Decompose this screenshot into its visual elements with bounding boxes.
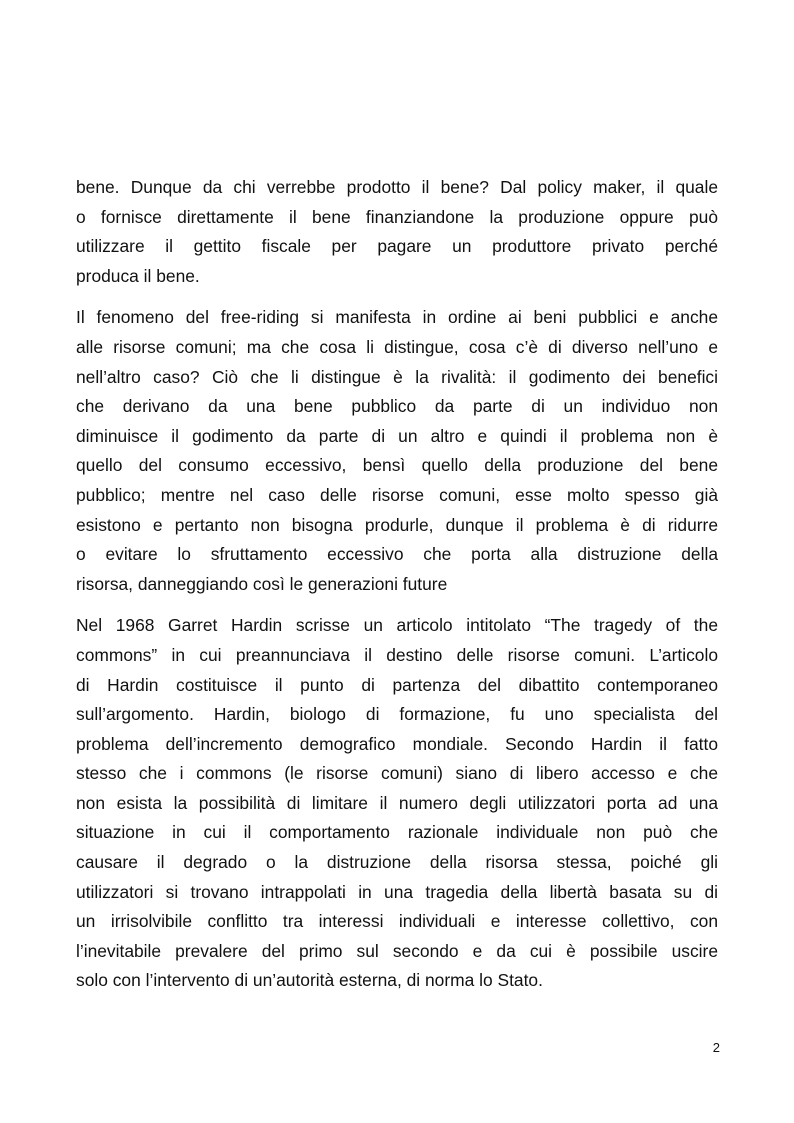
text-line: esistono e pertanto non bisogna produrle, dunque il problema è di ridurre <box>76 514 718 535</box>
text-line: diminuisce il godimento da parte di un altro e quindi il problema non è <box>76 425 718 446</box>
text-line: che derivano da una bene pubblico da parte di un individuo non <box>76 396 718 417</box>
text-line: commons” in cui preannunciava il destino delle risorse comuni. L’articolo <box>76 644 718 665</box>
text-line: problema dell’incremento demografico mondiale. Secondo Hardin il fatto <box>76 733 718 754</box>
text-line: di Hardin costituisce il punto di partenza del dibattito contemporaneo <box>76 674 718 695</box>
body-text <box>76 173 718 996</box>
text-line: quello del consumo eccessivo, bensì quello della produzione del bene <box>76 455 718 476</box>
text-line: utilizzatori si trovano intrappolati in una tragedia della libertà basata su di <box>76 881 718 902</box>
page-number: 2 <box>712 1040 720 1055</box>
text-line: solo con l’intervento di un’autorità esterna, di norma lo Stato. <box>76 970 543 991</box>
text-line: risorsa, danneggiando così le generazioni future <box>76 573 448 594</box>
paragraph <box>76 173 718 291</box>
text-line: sull’argomento. Hardin, biologo di formazione, fu uno specialista del <box>76 704 718 725</box>
text-line: stesso che i commons (le risorse comuni) siano di libero accesso e che <box>76 763 718 784</box>
text-line: nell’altro caso? Ciò che li distingue è la rivalità: il godimento dei benefici <box>76 366 718 387</box>
text-line: o evitare lo sfruttamento eccessivo che porta alla distruzione della <box>76 544 718 565</box>
text-line: non esista la possibilità di limitare il numero degli utilizzatori porta ad una <box>76 792 718 813</box>
text-line: utilizzare il gettito fiscale per pagare un produttore privato perché <box>76 236 718 257</box>
text-line: produca il bene. <box>76 265 200 286</box>
text-line: Nel 1968 Garret Hardin scrisse un articolo intitolato “The tragedy of the <box>76 615 718 636</box>
text-line: bene. Dunque da chi verrebbe prodotto il bene? Dal policy maker, il quale <box>76 177 718 197</box>
text-line: alle risorse comuni; ma che cosa li distingue, cosa c’è di diverso nell’uno e <box>76 336 718 357</box>
paragraph <box>76 611 718 996</box>
text-line: causare il degrado o la distruzione della risorsa stessa, poiché gli <box>76 852 718 873</box>
text-line: pubblico; mentre nel caso delle risorse comuni, esse molto spesso già <box>76 484 718 505</box>
text-line: o fornisce direttamente il bene finanziandone la produzione oppure può <box>76 206 718 227</box>
text-line: Il fenomeno del free-riding si manifesta in ordine ai beni pubblici e anche <box>76 307 718 328</box>
paragraph <box>76 303 718 599</box>
paragraph-spacer <box>76 599 718 611</box>
text-line: situazione in cui il comportamento razionale individuale non può che <box>76 822 718 843</box>
text-line: l’inevitabile prevalere del primo sul secondo e da cui è possibile uscire <box>76 940 718 961</box>
text-line: un irrisolvibile conflitto tra interessi individuali e interesse collettivo, con <box>76 911 718 932</box>
paragraph-spacer <box>76 291 718 303</box>
